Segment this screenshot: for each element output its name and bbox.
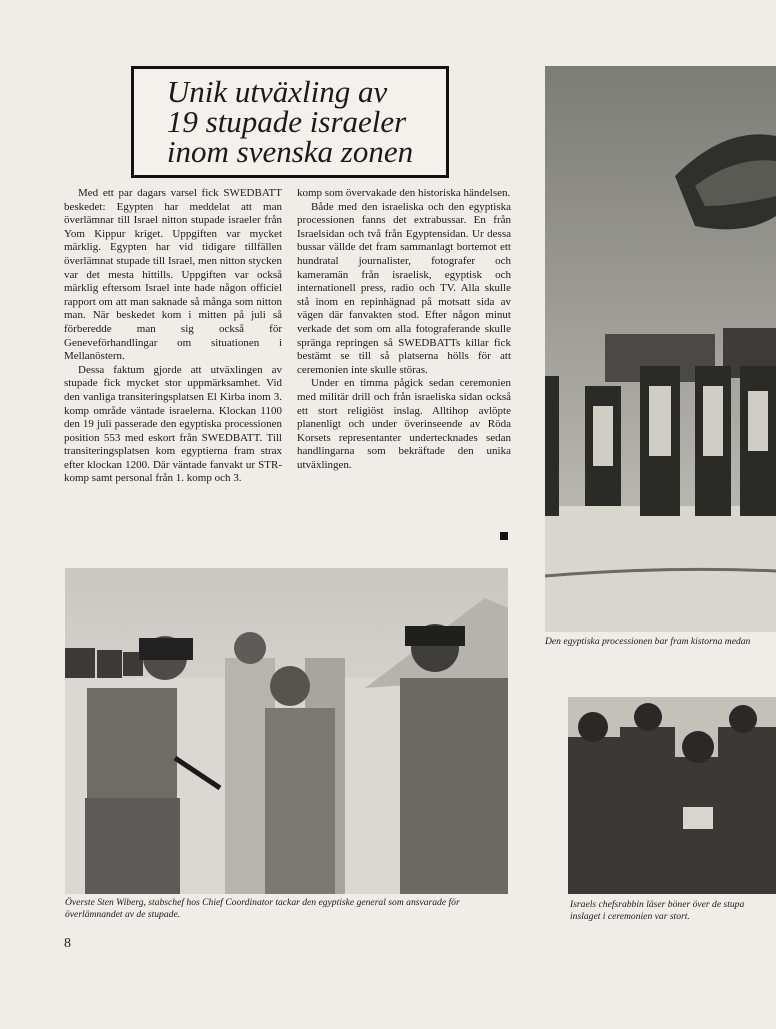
paragraph: Under en timma pågick sedan ceremonien med militär drill och från israeliska sidan också ett stort religiöst inslag. Alltihop avlöpte planenligt och under överinseende av Röda Korsets representanter undertecknades sedan handlingarna som bekräftade den unika utväxlingen. bbox=[297, 377, 511, 471]
title-line-1: Unik utväxling av bbox=[166, 74, 388, 109]
procession-photo bbox=[545, 66, 776, 632]
article-title-box bbox=[131, 66, 449, 178]
article-end-mark bbox=[500, 532, 508, 540]
handshake-caption: Överste Sten Wiberg, stabschef hos Chief Coordinator tackar den egyptiske general som ansvarade för överlämnandet av de stupade. bbox=[65, 897, 460, 920]
rabbi-caption bbox=[570, 899, 776, 923]
title-line-2: 19 stupade israeler bbox=[166, 104, 407, 139]
article-title bbox=[166, 74, 414, 169]
paragraph: Både med den israeliska och den egyptiska processionen fanns det extrabussar. En från Israelsidan och två från Egyptensidan. Ur dessa bussar vällde det fram sammanlagt bortemot ett hundratal journalister, fotografer och kameramän från israelisk, egyptisk och internationell press, radio och TV. Alla skulle stå inom en repinhägnad på motsatt sida av vägen där fanvakten stod. Efter någon minut verkade det som om alla fotograferande skulle spränga repringen så SWEDBATTs killar fick bestämt se till så platserna hölls för att ceremonien inte skulle störas. bbox=[297, 200, 511, 376]
rabbi-caption-line-2: inslaget i ceremonien var stort. bbox=[570, 911, 690, 922]
rabbi-caption-line-1: Israels chefsrabbin läser böner över de stupa bbox=[570, 899, 745, 910]
rabbi-photo bbox=[568, 697, 776, 894]
paragraph: Med ett par dagars varsel fick SWEDBATT beskedet: Egypten har meddelat att man överlämnar till Israel nitton stupade israeler från Yom Kippur kriget. Uppgiften var mycket märklig. Egypten har vid tidigare tillfällen överlämnat stupade till Israel, men nitton stycken var det mesta hittills. Uppgiften var också märklig eftersom Israel inte hade någon officiel rapport om att man saknade så många som nitton man. När beskedet kom i mitten på juli så förberedde man sig också för Geneveförhandlingar om situationen i Mellanöstern. bbox=[64, 187, 282, 363]
paragraph: komp som övervakade den historiska händelsen. bbox=[297, 187, 511, 199]
article-column-1 bbox=[64, 187, 282, 486]
article-column-2 bbox=[297, 187, 511, 472]
procession-caption: Den egyptiska processionen bar fram kistorna medan bbox=[545, 636, 751, 647]
paragraph: Dessa faktum gjorde att utväxlingen av stupade fick mycket stor uppmärksamhet. Vid den vanliga transiteringsplatsen El Kirba inom 3. komp område väntade israelerna. Klockan 1100 den 19 juli passerade den egyptiska processionen position 553 med eskort från SWEDBATT. Till transiteringsplatsen kom egyptierna fram strax efter klockan 1200. Där väntade fanvakt ur STR-komp samt personal från 1. komp och 3. bbox=[64, 363, 282, 485]
page-number: 8 bbox=[64, 936, 71, 951]
handshake-photo bbox=[65, 568, 508, 894]
title-line-3: inom svenska zonen bbox=[166, 134, 414, 169]
